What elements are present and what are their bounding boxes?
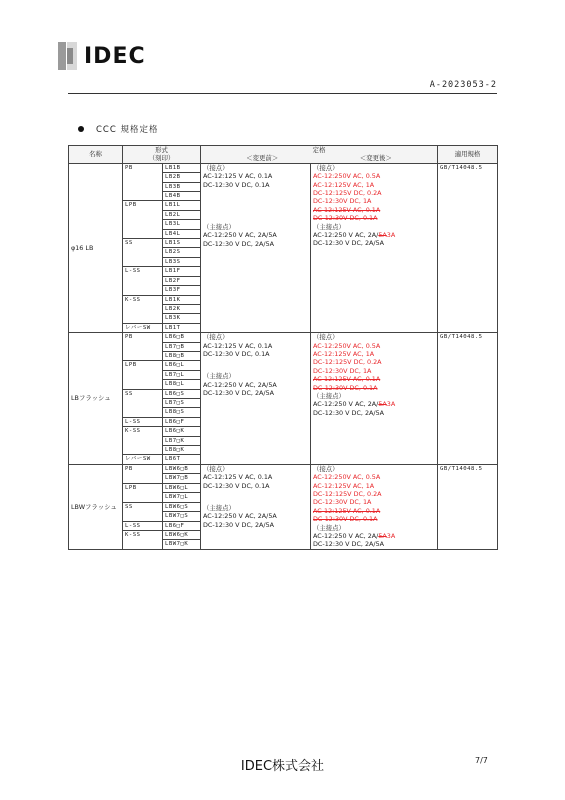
model-code: LB1K — [163, 295, 201, 304]
before-main-line: DC-12:30 V DC, 2A/5A — [203, 520, 275, 529]
after-main-dc: DC-12:30 V DC, 2A/5A — [313, 540, 385, 549]
model-code: LBW7□S — [163, 512, 201, 521]
model-code: LB1T — [163, 323, 201, 332]
model-code: LB6□S — [163, 389, 201, 398]
model-code: LB2S — [163, 248, 201, 257]
rating-after — [311, 464, 438, 549]
switch-type: L-SS — [123, 417, 163, 426]
after-struck-line: AC-12:125V AC, 0.1A — [313, 205, 381, 214]
before-contact-line: AC-12:125 V AC, 0.1A — [203, 172, 273, 181]
after-struck-line: DC-12:30V DC, 0.1A — [313, 214, 378, 223]
model-code: LBW7□L — [163, 493, 201, 502]
switch-type: PB — [123, 464, 163, 483]
after-struck-line: AC-12:125V AC, 0.1A — [313, 506, 381, 515]
model-code: LBW7□B — [163, 474, 201, 483]
model-code: LB1F — [163, 267, 201, 276]
model-code: LB6□L — [163, 361, 201, 370]
after-contact-label: （接点） — [313, 333, 339, 342]
before-main-line: AC-12:250 V AC, 2A/5A — [203, 231, 277, 240]
after-new-line: AC-12:125V AC, 1A — [313, 180, 375, 189]
model-code: LBW6□B — [163, 464, 201, 473]
model-code: LB3F — [163, 286, 201, 295]
before-contact-line: AC-12:125 V AC, 0.1A — [203, 473, 273, 482]
document-number: A-2023053-2 — [429, 80, 497, 90]
model-code: LB6□K — [163, 427, 201, 436]
switch-type: SS — [123, 389, 163, 417]
rating-before — [201, 163, 311, 332]
after-main-dc: DC-12:30 V DC, 2A/5A — [313, 239, 385, 248]
after-main-ac — [313, 532, 395, 540]
footer-company: IDEC株式会社 — [240, 759, 325, 774]
model-code: LB6□F — [163, 521, 201, 530]
after-main-ac — [313, 400, 395, 408]
switch-type: L-SS — [123, 267, 163, 295]
before-contact-label: （接点） — [203, 163, 229, 172]
model-code: LB8□L — [163, 380, 201, 389]
before-main-line: AC-12:250 V AC, 2A/5A — [203, 512, 277, 521]
switch-type: PB — [123, 333, 163, 361]
after-struck-line: AC-12:125V AC, 0.1A — [313, 375, 381, 384]
after-new-line: AC-12:250V AC, 0.5A — [313, 473, 381, 482]
before-main-label: （主接点） — [203, 372, 235, 381]
model-code: LB3K — [163, 314, 201, 323]
main-ac-prefix: AC-12:250 V AC, 2A/ — [313, 400, 379, 409]
table-row — [69, 464, 498, 473]
before-main-line: DC-12:30 V DC, 2A/5A — [203, 389, 275, 398]
model-code: LB2B — [163, 173, 201, 182]
switch-type: K-SS — [123, 295, 163, 323]
model-code: LB2F — [163, 276, 201, 285]
after-struck-line: DC-12:30V DC, 0.1A — [313, 515, 378, 524]
after-main-label: （主接点） — [313, 391, 345, 400]
section-title: CCC 規格定格 — [96, 125, 159, 135]
model-code: LBW6□S — [163, 502, 201, 512]
model-code: LB1B — [163, 163, 201, 172]
after-new-line: DC-12:125V DC, 0.2A — [313, 358, 382, 367]
before-main-line: AC-12:250 V AC, 2A/5A — [203, 380, 277, 389]
group-name: LBフラッシュ — [69, 333, 123, 465]
rating-after — [311, 163, 438, 332]
group-name: φ16 LB — [69, 163, 123, 332]
model-code: LB7□L — [163, 370, 201, 379]
model-code: LBW6□K — [163, 530, 201, 540]
after-new-line: DC-12:125V DC, 0.2A — [313, 490, 382, 499]
switch-type: レバーSW — [123, 323, 163, 332]
main-ac-struck: 5A — [378, 532, 387, 541]
after-new-line: AC-12:125V AC, 1A — [313, 481, 375, 490]
main-ac-struck: 5A — [378, 231, 387, 240]
switch-type: L-SS — [123, 521, 163, 530]
model-code: LB8□S — [163, 408, 201, 417]
switch-type: PB — [123, 163, 163, 201]
before-contact-label: （接点） — [203, 333, 229, 342]
before-contact-line: DC-12:30 V DC, 0.1A — [203, 349, 270, 358]
model-code: LB6□F — [163, 417, 201, 426]
header-model: 形式 （刻印） — [123, 146, 201, 164]
standard: GB/T14048.5 — [438, 464, 498, 549]
model-code: LB6T — [163, 455, 201, 464]
before-main-line: DC-12:30 V DC, 2A/5A — [203, 239, 275, 248]
main-ac-new: 3A — [386, 532, 396, 541]
header-name: 名称 — [69, 146, 123, 164]
model-code: LB7□K — [163, 436, 201, 445]
switch-type: LPB — [123, 483, 163, 502]
switch-type: K-SS — [123, 427, 163, 455]
model-code: LB8□B — [163, 351, 201, 360]
model-code: LB7□B — [163, 342, 201, 351]
after-new-line: AC-12:250V AC, 0.5A — [313, 172, 381, 181]
rating-after — [311, 333, 438, 465]
model-code: LBW6□L — [163, 483, 201, 493]
model-code: LB1S — [163, 239, 201, 248]
model-code: LB4L — [163, 229, 201, 238]
bullet-icon — [78, 126, 84, 132]
switch-type: LPB — [123, 201, 163, 239]
before-contact-label: （接点） — [203, 464, 229, 473]
header-divider — [68, 93, 497, 94]
model-code: LB4B — [163, 192, 201, 201]
header-standard: 適用規格 — [438, 146, 498, 164]
logo-mark-icon — [58, 42, 80, 70]
after-main-label: （主接点） — [313, 523, 345, 532]
after-contact-label: （接点） — [313, 464, 339, 473]
main-ac-struck: 5A — [378, 400, 387, 409]
before-contact-line: DC-12:30 V DC, 0.1A — [203, 481, 270, 490]
table-row — [69, 163, 498, 172]
header-rating: 定格 ＜変更前＞ ＜変更後＞ — [201, 146, 438, 164]
after-new-line: AC-12:250V AC, 0.5A — [313, 341, 381, 350]
idec-logo — [58, 42, 146, 70]
after-struck-line: DC-12:30V DC, 0.1A — [313, 383, 378, 392]
switch-type: LPB — [123, 361, 163, 389]
switch-type: SS — [123, 502, 163, 521]
main-ac-new: 3A — [386, 231, 396, 240]
switch-type: K-SS — [123, 530, 163, 549]
main-ac-prefix: AC-12:250 V AC, 2A/ — [313, 532, 379, 541]
model-code: LB1L — [163, 201, 201, 210]
group-name: LBWフラッシュ — [69, 464, 123, 549]
before-main-label: （主接点） — [203, 223, 235, 232]
header-before: ＜変更前＞ — [246, 154, 279, 163]
table-row — [69, 333, 498, 342]
after-new-line: DC-12:30V DC, 1A — [313, 498, 372, 507]
before-contact-line: DC-12:30 V DC, 0.1A — [203, 180, 270, 189]
after-new-line: DC-12:125V DC, 0.2A — [313, 189, 382, 198]
model-code: LB3S — [163, 257, 201, 266]
after-main-ac — [313, 231, 395, 239]
section-heading — [78, 123, 159, 135]
rating-before — [201, 464, 311, 549]
after-contact-label: （接点） — [313, 163, 339, 172]
main-ac-prefix: AC-12:250 V AC, 2A/ — [313, 231, 379, 240]
before-main-label: （主接点） — [203, 504, 235, 513]
after-main-label: （主接点） — [313, 222, 345, 231]
model-code: LB3B — [163, 182, 201, 191]
model-code: LB7□S — [163, 398, 201, 407]
model-code: LB2K — [163, 304, 201, 313]
model-code: LB6□B — [163, 333, 201, 342]
standard: GB/T14048.5 — [438, 333, 498, 465]
header-after: ＜変更後＞ — [359, 154, 392, 163]
before-contact-line: AC-12:125 V AC, 0.1A — [203, 341, 273, 350]
page-number: 7/7 — [475, 756, 488, 765]
switch-type: レバーSW — [123, 455, 163, 464]
standard: GB/T14048.5 — [438, 163, 498, 332]
after-new-line: DC-12:30V DC, 1A — [313, 366, 372, 375]
after-new-line: DC-12:30V DC, 1A — [313, 197, 372, 206]
after-main-dc: DC-12:30 V DC, 2A/5A — [313, 408, 385, 417]
ccc-rating-table — [68, 145, 498, 550]
after-new-line: AC-12:125V AC, 1A — [313, 349, 375, 358]
logo-text: IDEC — [84, 43, 146, 69]
switch-type: SS — [123, 239, 163, 267]
model-code: LB3L — [163, 220, 201, 229]
main-ac-new: 3A — [386, 400, 396, 409]
model-code: LBW7□K — [163, 540, 201, 549]
rating-before — [201, 333, 311, 465]
model-code: LB2L — [163, 210, 201, 219]
model-code: LB8□K — [163, 446, 201, 455]
